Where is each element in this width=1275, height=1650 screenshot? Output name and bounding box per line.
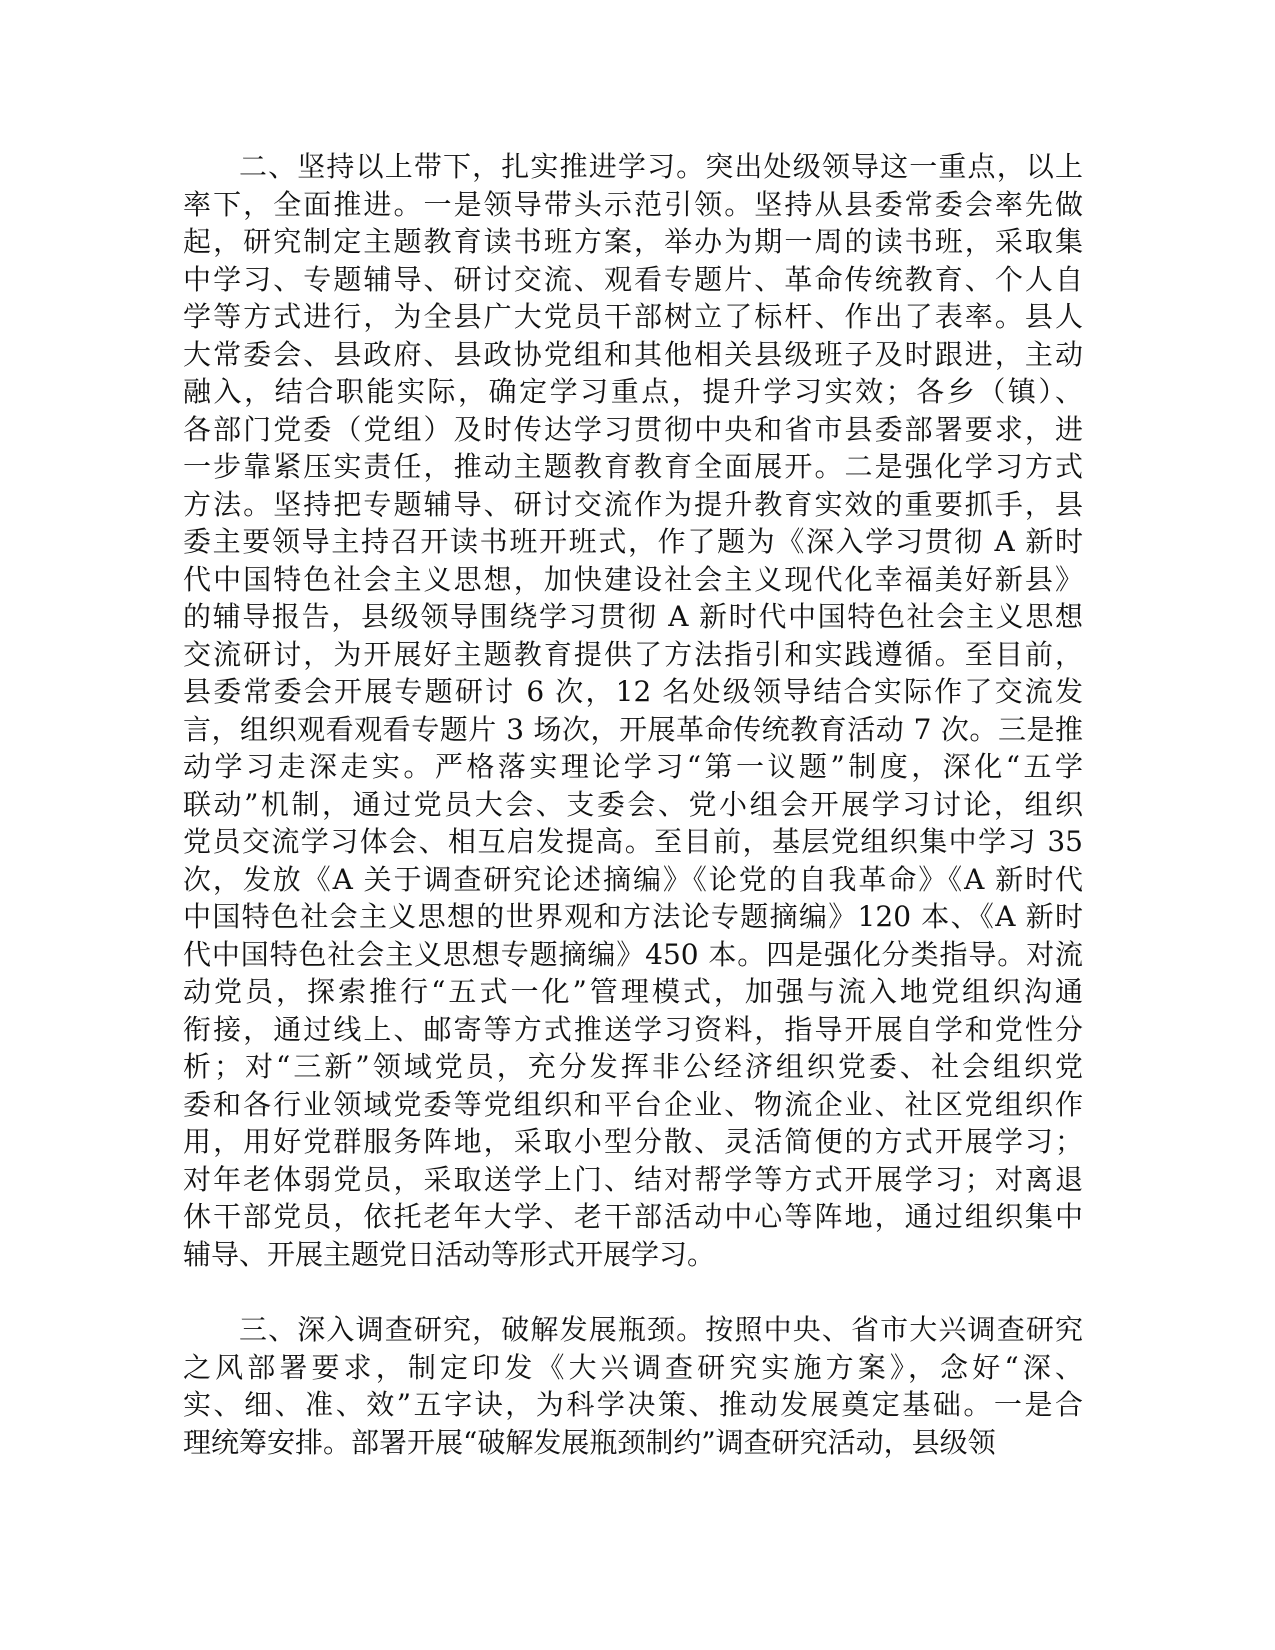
paragraph-line: 委主要领导主持召开读书班开班式，作了题为《深入学习贯彻 A 新时	[183, 525, 1083, 558]
paragraph-line: 的辅导报告，县级领导围绕学习贯彻 A 新时代中国特色社会主义思想	[183, 600, 1083, 633]
paragraph-line: 率下，全面推进。一是领导带头示范引领。坚持从县委常委会率先做	[183, 187, 1083, 221]
paragraph-line: 对年老体弱党员，采取送学上门、结对帮学等方式开展学习；对离退	[183, 1162, 1083, 1196]
paragraph-line: 实、细、准、效”五字诀，为科学决策、推动发展奠定基础。一是合	[183, 1388, 1083, 1421]
paragraph-line: 析；对“三新”领域党员，充分发挥非公经济组织党委、社会组织党	[183, 1050, 1083, 1083]
paragraph-line: 中学习、专题辅导、研讨交流、观看专题片、革命传统教育、个人自	[183, 262, 1083, 296]
paragraph-line: 动党员，探索推行“五式一化”管理模式，加强与流入地党组织沟通	[183, 975, 1083, 1008]
paragraph-line: 党员交流学习体会、相互启发提高。至目前，基层党组织集中学习 35	[183, 825, 1083, 858]
paragraph-line: 理统筹安排。部署开展“破解发展瓶颈制约”调查研究活动，县级领	[183, 1425, 996, 1459]
paragraph-line: 各部门党委（党组）及时传达学习贯彻中央和省市县委部署要求，进	[183, 412, 1083, 446]
paragraph-line: 代中国特色社会主义思想，加快建设社会主义现代化幸福美好新县》	[183, 562, 1083, 596]
paragraph-line: 起，研究制定主题教育读书班方案，举办为期一周的读书班，采取集	[183, 225, 1083, 258]
paragraph-line: 休干部党员，依托老年大学、老干部活动中心等阵地，通过组织集中	[183, 1200, 1083, 1233]
paragraph-line: 一步靠紧压实责任，推动主题教育教育全面展开。二是强化学习方式	[183, 450, 1083, 483]
paragraph-line: 代中国特色社会主义思想专题摘编》450 本。四是强化分类指导。对流	[183, 937, 1083, 971]
paragraph-line: 辅导、开展主题党日活动等形式开展学习。	[183, 1237, 716, 1271]
paragraph-line: 委和各行业领域党委等党组织和平台企业、物流企业、社区党组织作	[183, 1087, 1083, 1121]
paragraph	[183, 1311, 1083, 1461]
paragraph-line: 方法。坚持把专题辅导、研讨交流作为提升教育实效的重要抓手，县	[183, 487, 1083, 521]
paragraph-line: 次，发放《A 关于调查研究论述摘编》《论党的自我革命》《A 新时代	[183, 862, 1083, 896]
paragraph-line: 衔接，通过线上、邮寄等方式推送学习资料，指导开展自学和党性分	[183, 1012, 1083, 1046]
paragraph-line: 用，用好党群服务阵地，采取小型分散、灵活简便的方式开展学习；	[183, 1125, 1083, 1158]
paragraph-line: 县委常委会开展专题研讨 6 次，12 名处级领导结合实际作了交流发	[183, 675, 1083, 708]
paragraph-line: 动学习走深走实。严格落实理论学习“第一议题”制度，深化“五学	[183, 750, 1083, 783]
paragraph	[183, 148, 1083, 1273]
paragraph-line: 大常委会、县政府、县政协党组和其他相关县级班子及时跟进，主动	[183, 337, 1083, 371]
paragraph-line: 之风部署要求，制定印发《大兴调查研究实施方案》，念好“深、	[183, 1350, 1083, 1384]
paragraph-line: 言，组织观看观看专题片 3 场次，开展革命传统教育活动 7 次。三是推	[183, 712, 1083, 746]
paragraph-line: 中国特色社会主义思想的世界观和方法论专题摘编》120 本、《A 新时	[183, 900, 1083, 933]
paragraph-line: 融入，结合职能实际，确定学习重点，提升学习实效；各乡（镇）、	[183, 375, 1083, 408]
document-body	[183, 148, 1083, 1461]
paragraph-line: 交流研讨，为开展好主题教育提供了方法指引和实践遵循。至目前，	[183, 637, 1083, 671]
paragraph-line: 三、深入调查研究，破解发展瓶颈。按照中央、省市大兴调查研究	[239, 1313, 1083, 1346]
paragraph-line: 联动”机制，通过党员大会、支委会、党小组会开展学习讨论，组织	[183, 787, 1083, 821]
paragraph-line: 学等方式进行，为全县广大党员干部树立了标杆、作出了表率。县人	[183, 300, 1083, 333]
paragraph-line: 二、坚持以上带下，扎实推进学习。突出处级领导这一重点，以上	[239, 150, 1083, 183]
